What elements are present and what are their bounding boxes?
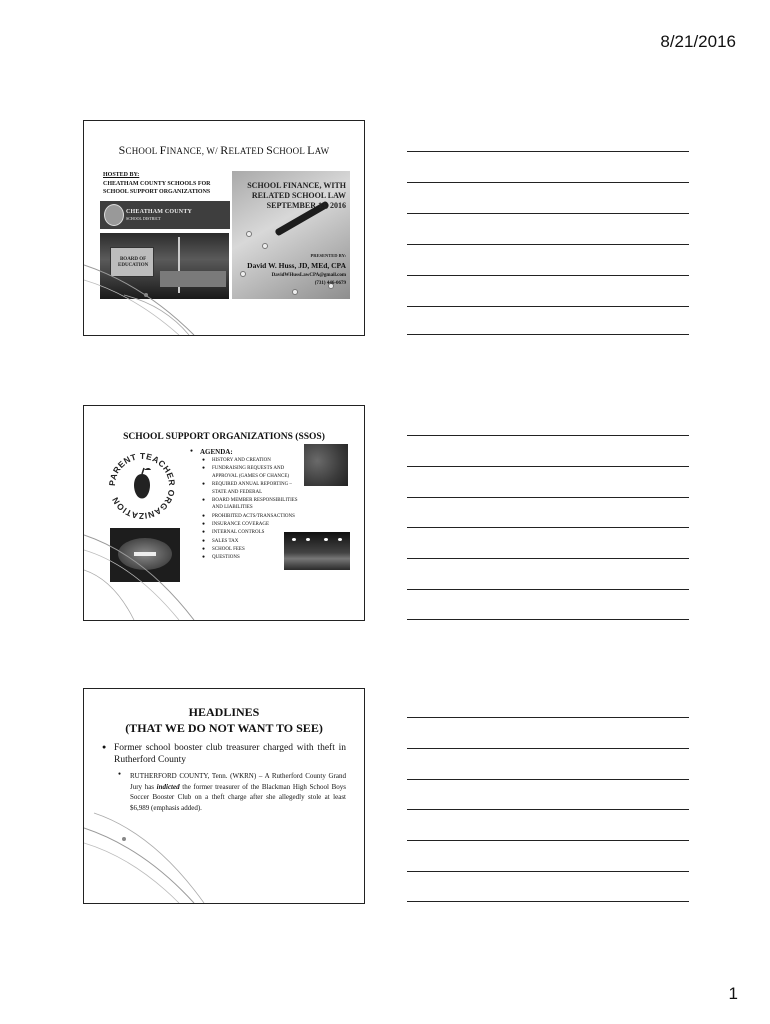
note-line — [407, 619, 689, 620]
agenda-item-text: REQUIRED ANNUAL REPORTING – STATE AND FEDERAL — [212, 482, 292, 495]
agenda-item-text: BOARD MEMBER RESPONSIBILITIES AND LIABILITIES — [212, 497, 298, 511]
note-line — [407, 809, 689, 810]
football-photo — [110, 528, 180, 582]
agenda-item — [202, 457, 298, 465]
bullet-icon: ● — [102, 743, 107, 751]
bullet-icon: ● — [202, 538, 206, 544]
title-initial: S — [118, 143, 126, 157]
county-seal-icon — [104, 204, 124, 226]
title-rest: CHOOL — [273, 146, 308, 156]
water-drop — [240, 271, 246, 277]
title-rest: CHOOL — [125, 146, 160, 156]
detail-emphasis: indicted — [156, 782, 180, 791]
slide-3 — [83, 688, 365, 904]
note-line — [407, 589, 689, 590]
page-date: 8/21/2016 — [660, 32, 736, 51]
note-line — [407, 497, 689, 498]
agenda-item — [202, 521, 298, 529]
bullet-icon: ● — [190, 449, 194, 454]
note-line — [407, 558, 689, 559]
agenda-item-text: QUESTIONS — [212, 555, 240, 561]
presenter-email: DavidWHussLawCPA@gmail.com — [271, 273, 346, 278]
cheatham-county-logo — [100, 201, 230, 229]
slide-1 — [83, 120, 365, 336]
water-drop — [246, 231, 252, 237]
note-line — [407, 527, 689, 528]
logo-text: CHEATHAM COUNTY — [126, 209, 193, 215]
title-rest: AW — [314, 146, 330, 156]
note-line — [407, 748, 689, 749]
bullet-icon: ● — [202, 466, 206, 472]
cover-title-line-3: SEPTEMBER 13, 2016 — [266, 201, 346, 210]
host-line-2: SCHOOL SUPPORT ORGANIZATIONS — [103, 189, 211, 195]
bullet-icon: ● — [202, 458, 206, 463]
football-laces — [134, 552, 156, 556]
cover-title-line-1: SCHOOL FINANCE, WITH — [247, 181, 346, 190]
note-line — [407, 306, 689, 307]
stadium-light — [306, 538, 310, 541]
presenter-phone: (731) 446-0679 — [314, 281, 346, 286]
slide-2 — [83, 405, 365, 621]
note-line — [407, 244, 689, 245]
note-line — [407, 275, 689, 276]
slide-2-title: SCHOOL SUPPORT ORGANIZATIONS (SSOS) — [123, 432, 325, 442]
balls-photo — [304, 444, 348, 486]
note-line — [407, 717, 689, 718]
headline-detail — [130, 771, 346, 813]
agenda-item-text: PROHIBITED ACTS/TRANSACTIONS — [212, 513, 295, 519]
title-initial: L — [307, 143, 315, 157]
bullet-icon: ● — [202, 513, 206, 519]
cover-photo-pen — [232, 171, 350, 299]
school-photo — [100, 233, 229, 299]
bullet-icon: ● — [118, 772, 122, 777]
logo-subtext: SCHOOL DISTRICT — [126, 216, 161, 221]
detail-text-post: the former treasurer of the Blackman High School Boys Soccer Booster Club on a theft charge after she allegedly stole at least $6,989 (emphasis added). — [130, 782, 346, 812]
bullet-icon: ● — [202, 482, 206, 488]
agenda-item-text: SALES TAX — [212, 538, 239, 544]
agenda-item-text: FUNDRAISING REQUESTS AND APPROVAL (GAMES OF CHANCE) — [212, 466, 290, 479]
cover-title — [232, 181, 350, 211]
stadium-photo — [284, 532, 350, 570]
board-sign-text: BOARD OF EDUCATION — [118, 257, 149, 268]
note-line — [407, 840, 689, 841]
water-drop — [262, 243, 268, 249]
bullet-icon: ● — [202, 521, 206, 527]
agenda-label: AGENDA: — [200, 448, 233, 456]
note-line — [407, 213, 689, 214]
pto-logo — [106, 450, 178, 522]
school-building — [160, 271, 226, 287]
agenda-item — [202, 497, 298, 512]
presenter-name: David W. Huss, JD, MEd, CPA — [247, 261, 346, 270]
agenda-item — [202, 465, 298, 480]
agenda-item-text: INSURANCE COVERAGE — [212, 521, 270, 527]
hosted-by-block — [103, 171, 211, 197]
detail-text-pre: RUTHERFORD COUNTY, Tenn. (WKRN) – A Rutherford County Grand Jury has — [130, 772, 346, 791]
title-initial: R — [220, 143, 229, 157]
title-initial: S — [266, 143, 274, 157]
presented-by-label: PRESENTED BY: — [310, 253, 346, 258]
agenda-item — [202, 481, 298, 496]
slide-1-title — [84, 143, 364, 158]
note-line — [407, 901, 689, 902]
note-line — [407, 466, 689, 467]
stadium-light — [338, 538, 342, 541]
stadium-light — [324, 538, 328, 541]
title-rest: ELATED — [228, 146, 267, 156]
note-line — [407, 334, 689, 335]
slide-3-title-line-1: HEADLINES — [188, 705, 260, 719]
hosted-by-label: HOSTED BY: — [103, 172, 140, 178]
stadium-light — [292, 538, 296, 541]
pto-logo-text: PARENT TEACHER ORGANIZATION — [106, 450, 178, 522]
agenda-item-text: SCHOOL FEES — [212, 546, 245, 552]
bullet-icon: ● — [202, 555, 206, 561]
water-drop — [292, 289, 298, 295]
note-line — [407, 182, 689, 183]
note-line — [407, 151, 689, 152]
agenda-item — [202, 513, 298, 521]
note-line — [407, 779, 689, 780]
bullet-icon: ● — [202, 530, 206, 536]
note-line — [407, 435, 689, 436]
page-number: 1 — [728, 984, 738, 1003]
note-line — [407, 871, 689, 872]
bullet-icon: ● — [202, 497, 206, 503]
agenda-item-text: HISTORY AND CREATION — [212, 458, 271, 463]
title-rest: INANCE, W/ — [166, 146, 221, 156]
cover-title-line-2: RELATED SCHOOL LAW — [251, 191, 346, 200]
host-line-1: CHEATHAM COUNTY SCHOOLS FOR — [103, 180, 211, 187]
title-initial: F — [159, 143, 167, 157]
headline-bullet: Former school booster club treasurer charged with theft in Rutherford County — [114, 743, 346, 765]
slide-3-title-line-2: (THAT WE DO NOT WANT TO SEE) — [125, 721, 323, 735]
bullet-icon: ● — [202, 546, 206, 552]
agenda-item-text: INTERNAL CONTROLS — [212, 530, 265, 536]
